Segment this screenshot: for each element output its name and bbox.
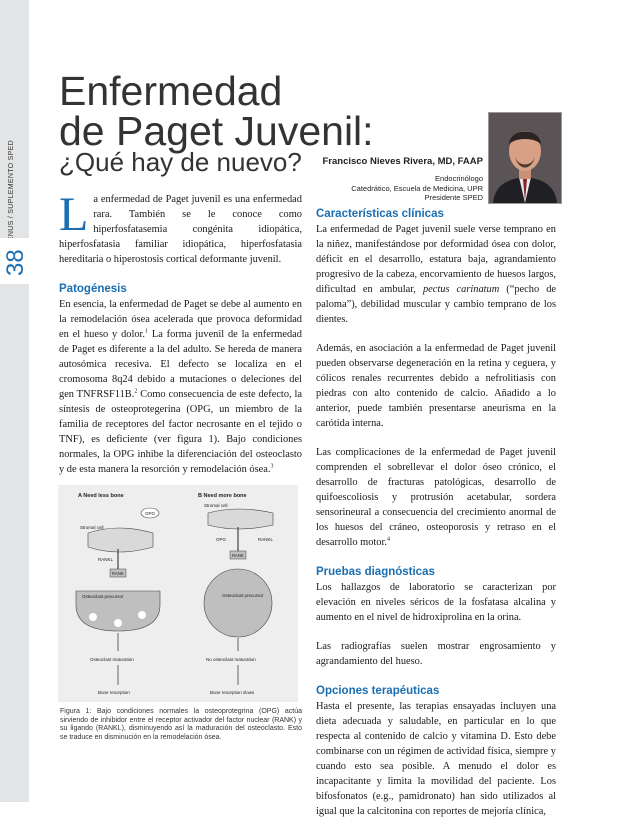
title-line-3: ¿Qué hay de nuevo? <box>59 147 302 177</box>
panel-b-diagram <box>204 503 274 695</box>
svg-text:No osteoclast maturation: No osteoclast maturation <box>206 657 256 662</box>
svg-text:Stromal cell: Stromal cell <box>80 525 104 530</box>
opciones-paragraph: Hasta el presente, las terapias ensayadas incluyen una dieta adecuada y saludable, en particular en lo que respecta al contenido de calcio y vitamina D. Esto debe combinarse con un régimen de actividad física, siempre y cuando esto sea posible. A menudo el dolor es incapacitante y limita la movilidad del paciente. Los bifosfonatos (e.g., pamidronato) han sido utilizados al igual que la calcitonina con reportes de mejoría clínica, <box>316 701 556 817</box>
drop-cap: L <box>59 188 89 241</box>
pruebas-paragraph-1: Los hallazgos de laboratorio se caracterizan por elevación en niveles séricos de la fosfatasa alcalina y aumento en el nivel de hidroxiprolina en la orina. <box>316 582 556 623</box>
svg-text:Bone resorption slows: Bone resorption slows <box>210 690 255 695</box>
intro-paragraph: La enfermedad de Paget juvenil es una enfermedad rara. También se le conoce como hiperfosfatasemia congénita idiopática, hiperfosfatasia familiar idiopática, hiperfosfatasia hereditaria o hiperostosis cortical deformante juvenil. <box>59 188 302 265</box>
svg-text:Stromal cell: Stromal cell <box>204 503 228 508</box>
svg-text:RANKL: RANKL <box>98 557 114 562</box>
clinicas-paragraph-1: La enfermedad de Paget juvenil suele verse temprano en la niñez, manifestándose por deformidad ósea con dolor, déficit en el desarrollo, estatura baja, agrandamiento progresivo de la cabeza, encorvamiento de huesos largos, dificultad en ambular, pectus carinatum (“pecho de paloma”), debilidad muscular y cambio temprano de los dientes. <box>316 224 556 325</box>
author-role-3: Presidente SPED <box>424 193 483 202</box>
heading-patogenesis: Patogénesis <box>59 283 127 295</box>
title-line-2: de Paget Juvenil: <box>59 108 374 154</box>
sidebar-running-head: / SUPLEMENTO SPED <box>8 140 15 256</box>
figure-caption: Figura 1: Bajo condiciones normales la osteoprotegrina (OPG) actúa sirviendo de inhibidor entre el receptor activador del factor nuclear (RANK) y su ligando (RANKL), disminuyendo así la maduración del osteoclasto. Esto se traduce en disminución en la remodelación ósea. <box>60 708 302 742</box>
svg-text:OPG: OPG <box>145 511 156 516</box>
svg-text:RANK: RANK <box>112 571 124 576</box>
svg-text:Osteoclast maturation: Osteoclast maturation <box>90 657 134 662</box>
left-column <box>59 188 302 491</box>
clinicas-paragraph-2: Además, en asociación a la enfermedad de Paget juvenil pueden observarse degeneración en la retina y ceguera, y cólicos renales recurrentes debido a nefrolitiasis con piedras con alto contenido de calcio. Añadido a lo anterior, puede también presentarse aneurisma en la carótida interna. <box>316 343 556 429</box>
svg-text:Osteoclast precursor: Osteoclast precursor <box>82 594 124 599</box>
author-block <box>322 156 483 203</box>
author-role-1: Endocrinólogo <box>435 174 483 183</box>
author-name: Francisco Nieves Rivera, MD, FAAP <box>322 156 483 167</box>
patogenesis-paragraph: En esencia, la enfermedad de Paget se debe al aumento en la remodelación ósea acelerada que provoca deformidad en el hueso y dolor.$^1$ La forma juvenil de la enfermedad de Paget es diferente a la del adulto. Se hereda de manera autosómica recesiva. El defecto se localiza en el cromosoma 8q24 debido a mutaciones o deleciones del gen TNFRSF11B.$^2$ Como consecuencia de este defecto, la síntesis de osteoprotegerina (OPG, un miembro de la familia de receptores del factor necrosante en el tejido o TNF), es deficiente (ver figura 1). Bajo condiciones normales, la OPG inhibe la diferenciación del osteoclasto y de esta manera la resorción y remodelación ósea.$^3$ <box>59 299 302 475</box>
heading-pruebas: Pruebas diagnósticas <box>316 566 435 578</box>
svg-text:RANKL: RANKL <box>258 537 274 542</box>
svg-text:Osteoclast precursor: Osteoclast precursor <box>222 593 264 598</box>
right-column <box>316 206 556 833</box>
panel-a-label: A Need less bone <box>78 493 124 499</box>
panel-a-diagram <box>76 508 160 695</box>
figure-1 <box>58 485 298 702</box>
sidebar <box>0 0 29 802</box>
panel-b-label: B Need more bone <box>198 493 247 499</box>
author-role-2: Catedrático, Escuela de Medicina, UPR <box>351 183 483 193</box>
pruebas-paragraph-2: Las radiografías suelen mostrar engrosamiento y agrandamiento del hueso. <box>316 641 556 667</box>
svg-text:OPG: OPG <box>216 537 227 542</box>
page-number-box <box>0 238 29 284</box>
section-name: SUPLEMENTO SPED <box>8 140 15 214</box>
author-photo <box>488 112 562 204</box>
clinicas-paragraph-3: Las complicaciones de la enfermedad de Paget juvenil comprenden el sobrellevar el dolor óseo crónico, el desarrollo de fracturas patológicas, desarrollo de quifoescoliosis y protrusión acetabular, sordera sensorineural a consecuencia del crecimiento anormal de los huesos del cráneo, osteoporosis y retraso en el desarrollo motor.$^4$ <box>316 447 556 548</box>
svg-text:Bone resorption: Bone resorption <box>98 690 130 695</box>
heading-opciones: Opciones terapéuticas <box>316 685 440 697</box>
page-number: 38 <box>2 249 29 276</box>
svg-text:RANK: RANK <box>232 553 244 558</box>
title-line-1: Enfermedad <box>59 68 283 114</box>
heading-caracteristicas: Características clínicas <box>316 208 444 220</box>
